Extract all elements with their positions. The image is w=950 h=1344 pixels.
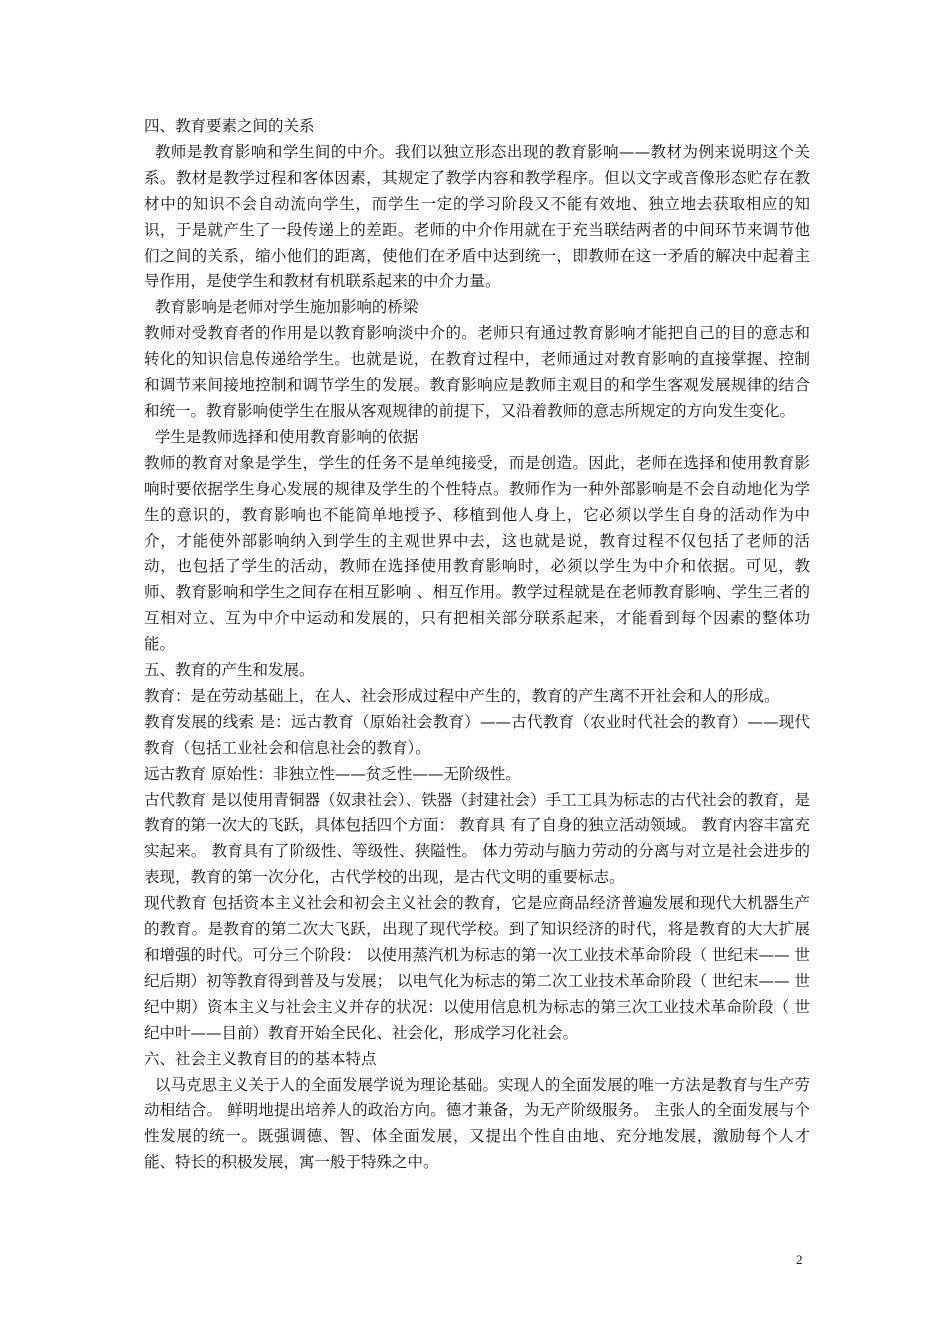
paragraph-education-influence: 教师对受教育者的作用是以教育影响淡中介的。老师只有通过教育影响才能把自己的目的意志和转化的知识信息传递给学生。也就是说，在教育过程中，老师通过对教育影响的直接掌握、控制和调节来间接地控制和调节学生的发展。教育影响应是教师主观目的和学生客观发展规律的结合和统一。教育影响使学生在服从客观规律的前提下，又沿着教师的意志所规定的方向发生变化。: [144, 324, 810, 420]
section-heading-origin-development: 五、教育的产生和发展。: [144, 661, 315, 680]
subheading-student-basis: 学生是教师选择和使用教育影响的依据: [154, 427, 419, 446]
paragraph-development-clue: 教育发展的线索 是：远古教育（原始社会教育）——古代教育（农业时代社会的教育）——现代教育（包括工业社会和信息社会的教育）。: [144, 712, 810, 757]
subheading-education-influence-bridge: 教育影响是老师对学生施加影响的桥梁: [154, 298, 419, 317]
paragraph-modern-education: 现代教育 包括资本主义社会和初会主义社会的教育，它是应商品经济普遍发展和现代大机器生产的教育。是教育的第二次大飞跃，出现了现代学校。到了知识经济的时代，将是教育的大大扩展和增强的时代。可分三个阶段： 以使用蒸汽机为标志的第一次工业技术革命阶段（ 世纪末—— 世纪后期）初等教育得到普及与发展； 以电气化为标志的第二次工业技术革命阶段（ 世纪末—— 世纪中期）资本主义与社会主义并存的状况：以使用信息机为标志的第三次工业技术革命阶段（ 世纪中叶——目前）教育开始全民化、社会化，形成学习化社会。: [144, 894, 810, 1042]
paragraph-teacher-mediator: 教师是教育影响和学生间的中介。我们以独立形态出现的教育影响——教材为例来说明这个关系。教材是教学过程和客体因素，其规定了教学内容和教学程序。但以文字或音像形态贮存在教材中的知识不会自动流向学生，而学生一定的学习阶段又不能有效地、独立地去获取相应的知识，于是就产生了一段传递上的差距。老师的中介作用就在于充当联结两者的中间环节来调节他们之间的关系，缩小他们的距离，使他们在矛盾中达到统一，即教师在这一矛盾的解决中起着主导作用，是使学生和教材有机联系起来的中介力量。: [144, 142, 810, 291]
paragraph-socialist-goals: 以马克思主义关于人的全面发展学说为理论基础。实现人的全面发展的唯一方法是教育与生产劳动相结合。 鲜明地提出培养人的政治方向。德才兼备，为无产阶级服务。 主张人的全面发展与个性发展的统一。既强调德、智、体全面发展，又提出个性自由地、充分地发展，激励每个人才能、特长的积极发展，寓一般于特殊之中。: [144, 1075, 810, 1172]
page-number: 2: [796, 1252, 803, 1267]
section-heading-socialist-goals: 六、社会主义教育目的的基本特点: [144, 1049, 377, 1068]
paragraph-ancient-education: 古代教育 是以使用青铜器（奴隶社会）、铁器（封建社会）手工工具为标志的古代社会的教育，是教育的第一次大的飞跃，具体包括四个方面： 教育具 有了自身的独立活动领域。 教育内容丰富充实起来。 教育具有了阶级性、等级性、狭隘性。 体力劳动与脑力劳动的分离与对立是社会进步的表现，教育的第一次分化，古代学校的出现，是古代文明的重要标志。: [144, 790, 810, 887]
paragraph-education-definition: 教育：是在劳动基础上，在人、社会形成过程中产生的，教育的产生离不开社会和人的形成。: [144, 686, 780, 705]
paragraph-student-basis: 教师的教育对象是学生，学生的任务不是单纯接受，而是创造。因此，老师在选择和使用教育影响时要依据学生身心发展的规律及学生的个性特点。教师作为一种外部影响是不会自动地化为学生的意识的，教育影响也不能简单地授予、移植到他人身上，它必须以学生自身的活动作为中介，才能使外部影响纳入到学生的主观世界中去，这也就是说，教育过程不仅包括了老师的活动，也包括了学生的活动，教师在选择使用教育影响时，必须以学生为中介和依据。可见，教师、教育影响和学生之间存在相互影响 、相互作用。教学过程就是在老师教育影响、学生三者的互相对立、互为中介中运动和发展的，只有把相关部分联系起来，才能看到每个因素的整体功能。: [144, 453, 810, 654]
section-heading-relations: 四、教育要素之间的关系: [144, 117, 315, 135]
document-body: [144, 114, 810, 1176]
paragraph-ancient-primitive: 远古教育 原始性：非独立性——贫乏性——无阶级性。: [144, 764, 521, 783]
